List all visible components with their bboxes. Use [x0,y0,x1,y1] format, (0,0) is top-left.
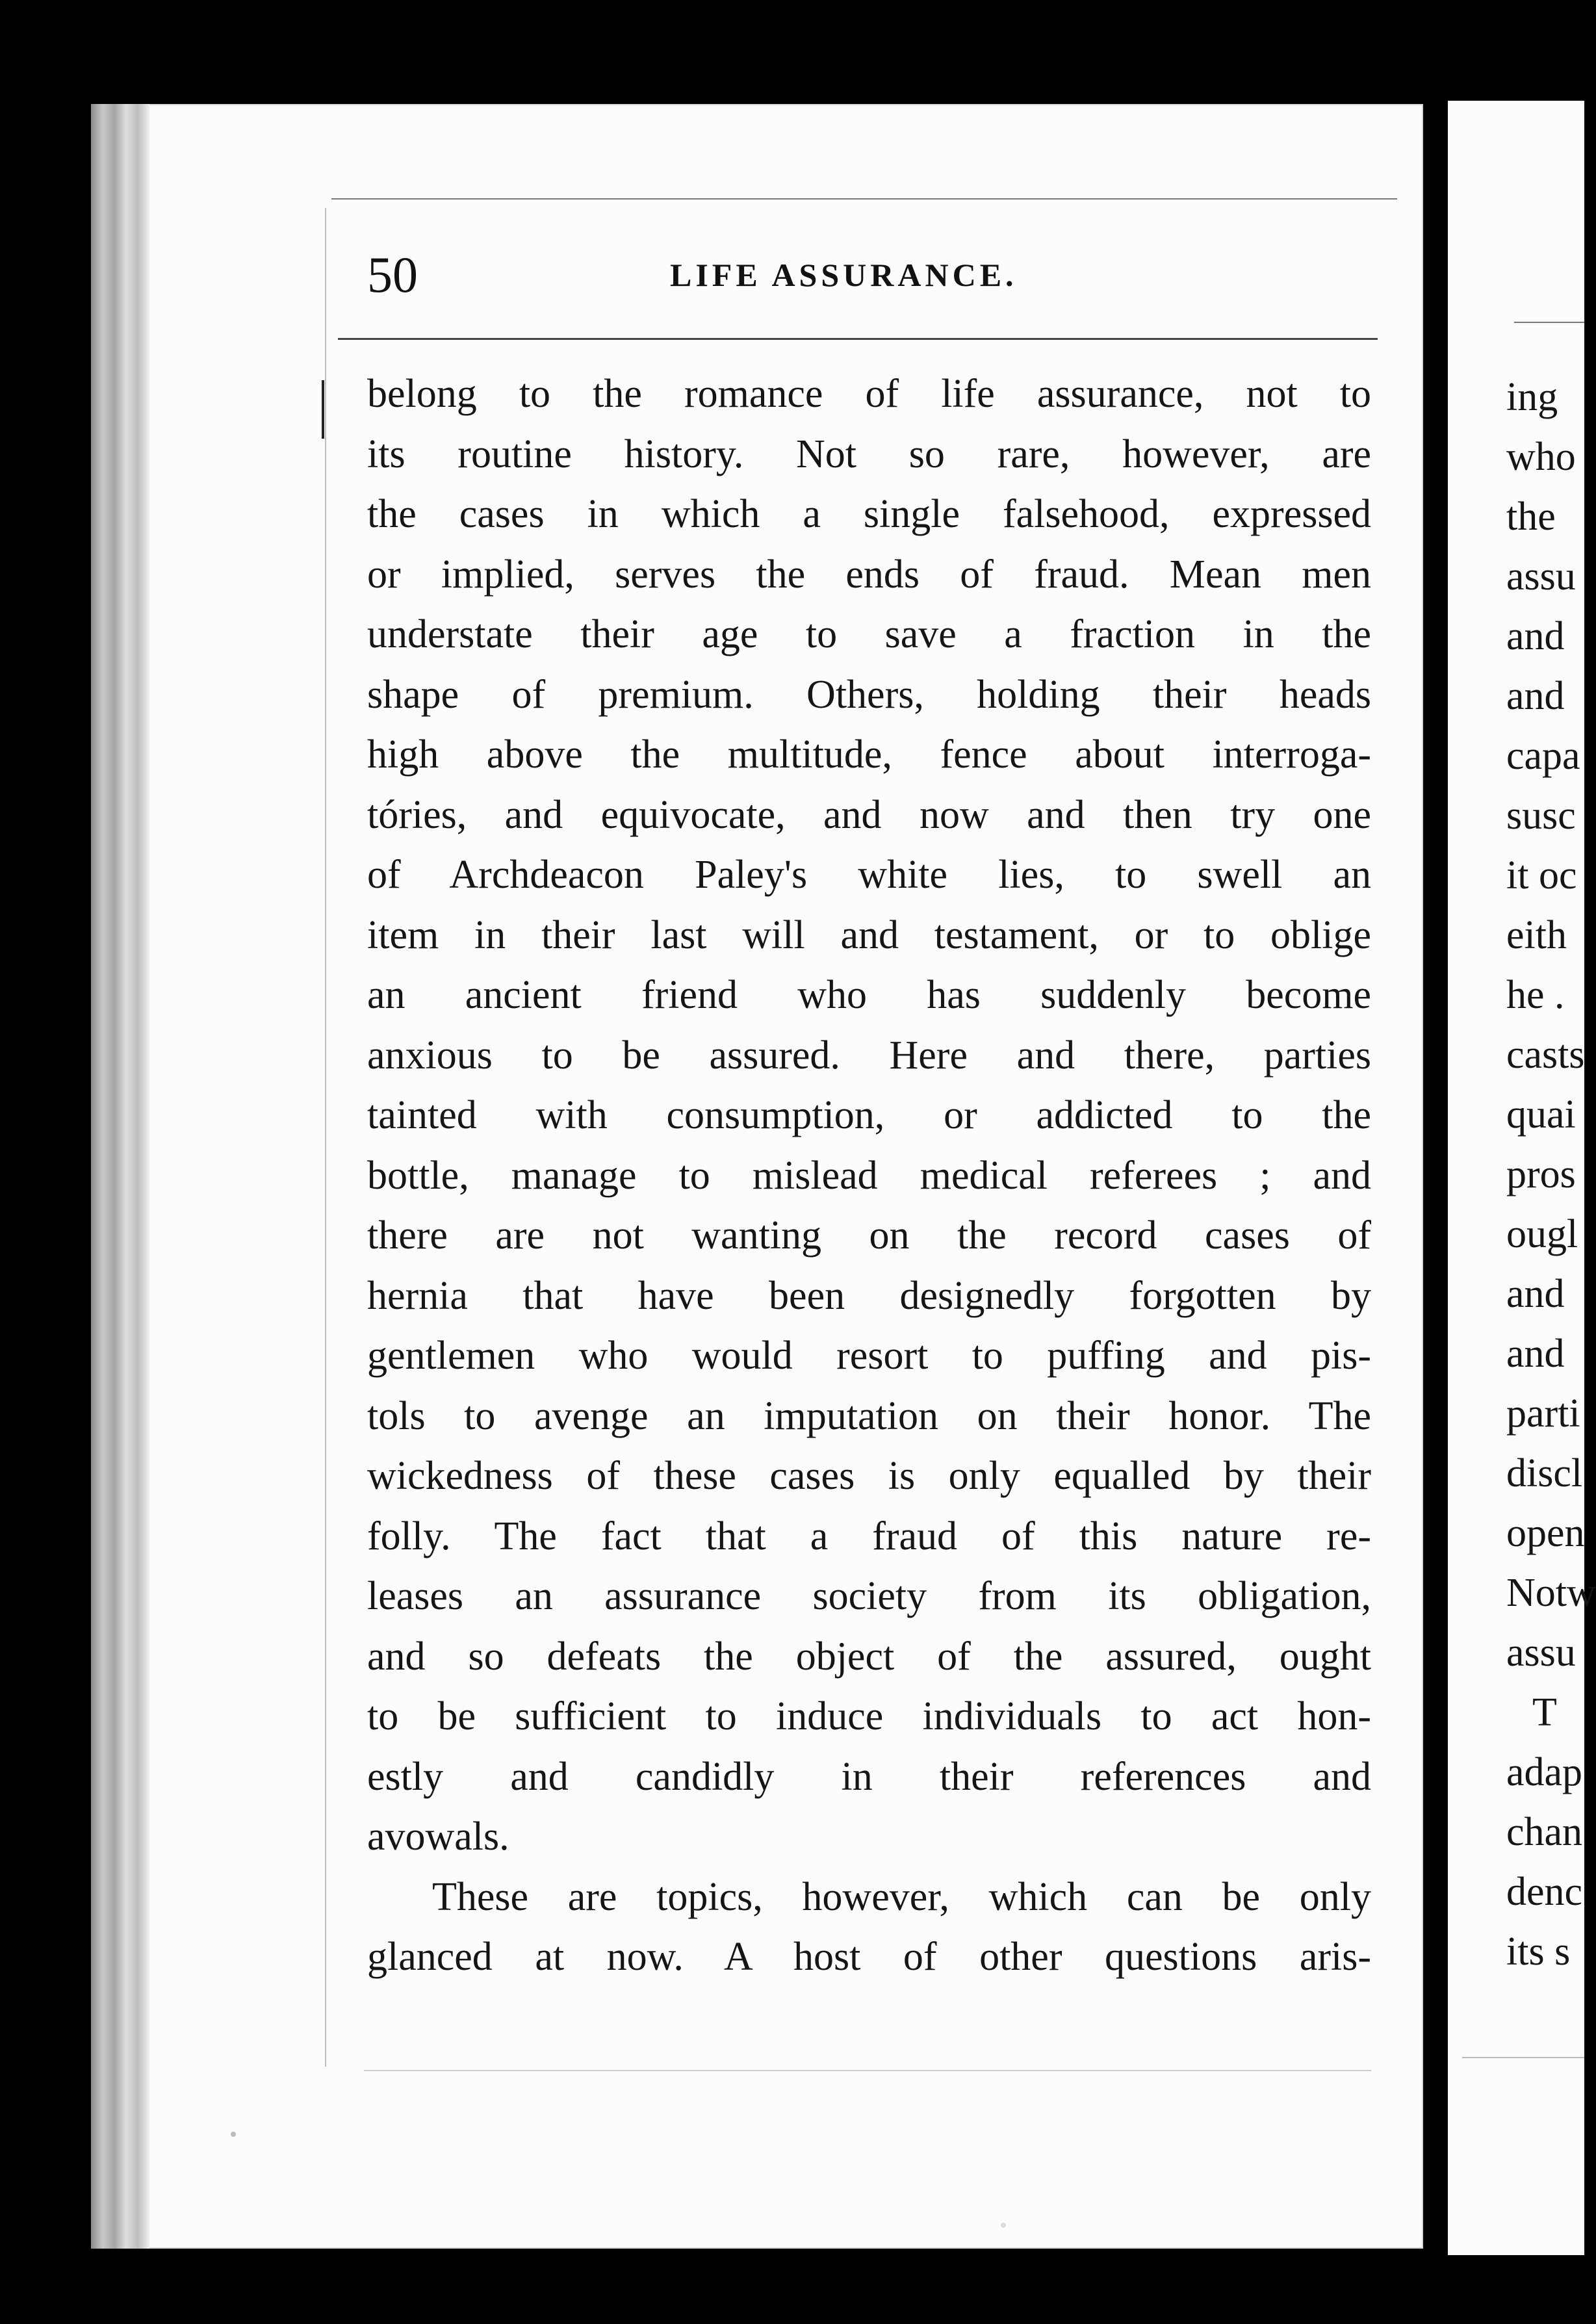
paper-speck [1001,2223,1006,2228]
gutter-line [325,208,326,2067]
facing-line: ing [1506,375,1558,419]
facing-line: chan [1506,1810,1583,1854]
facing-line: Notw [1506,1571,1596,1615]
page-header [367,246,1374,311]
facing-line: and [1506,1272,1565,1316]
facing-line: and [1506,1332,1565,1376]
body-text [367,364,1371,1987]
facing-page-top-rule [1514,322,1584,323]
text-line: an ancient friend who has suddenly become [367,973,1371,1017]
running-title: LIFE ASSURANCE. [670,257,1018,293]
facing-line: the [1506,495,1556,539]
facing-page-text [1506,367,1596,1982]
text-line: understate their age to save a fraction in the [367,612,1371,656]
text-line: tols to avenge an imputation on their honor. The [367,1393,1371,1438]
text-line: gentlemen who would resort to puffing and pis- [367,1334,1371,1378]
facing-line: denc [1506,1870,1583,1914]
facing-line: parti [1506,1391,1580,1436]
facing-line: capa [1506,734,1580,778]
text-line: tóries, and equivocate, and now and then try one [367,792,1371,837]
text-line: hernia that have been designedly forgotten by [367,1273,1371,1318]
text-line: item in their last will and testament, or to oblige [367,912,1371,957]
text-line: tainted with consumption, or addicted to the [367,1093,1371,1137]
facing-page-bottom-rule [1462,2057,1584,2058]
facing-line: open [1506,1511,1585,1555]
facing-line: its s [1506,1930,1571,1974]
facing-line: he . [1506,973,1565,1017]
text-line: its routine history. Not so rare, however, are [367,432,1371,476]
facing-line: adap [1506,1750,1583,1794]
page-number: 50 [367,246,418,303]
facing-line: ougl [1506,1212,1578,1256]
facing-line: and [1506,614,1565,658]
text-line: glanced at now. A host of other questions aris- [367,1935,1371,1979]
text-line: to be sufficient to induce individuals to act hon- [367,1694,1371,1738]
text-line: the cases in which a single falsehood, expressed [367,492,1371,536]
text-line: avowals. [367,1814,509,1859]
top-rule [331,198,1397,200]
text-line: estly and candidly in their references and [367,1754,1371,1799]
text-line: belong to the romance of life assurance, not to [367,372,1371,416]
bottom-rule [364,2070,1371,2071]
text-line: shape of premium. Others, holding their heads [367,672,1371,717]
facing-line: assu [1506,554,1576,599]
facing-line: eith [1506,913,1567,957]
facing-line: discl [1506,1451,1583,1495]
facing-line: who [1506,435,1576,479]
text-line: of Archdeacon Paley's white lies, to swell an [367,853,1371,897]
paper-speck [231,2132,236,2137]
facing-line: T [1532,1690,1557,1735]
facing-line: and [1506,674,1565,718]
text-line: and so defeats the object of the assured, ought [367,1634,1371,1679]
facing-line: it oc [1506,853,1577,897]
margin-mark [322,380,324,439]
text-line: there are not wanting on the record cases of [367,1213,1371,1258]
text-line: wickedness of these cases is only equalled by their [367,1454,1371,1498]
page-edge-shading [91,104,149,2249]
text-line: high above the multitude, fence about interroga- [367,732,1371,777]
facing-line: casts [1506,1033,1585,1077]
text-line: leases an assurance society from its obligation, [367,1574,1371,1618]
text-line: These are topics, however, which can be only [432,1874,1371,1919]
facing-line: quai [1506,1092,1576,1137]
facing-line: susc [1506,794,1576,838]
text-line: or implied, serves the ends of fraud. Mean men [367,552,1371,597]
facing-line: pros [1506,1152,1576,1196]
text-line: folly. The fact that a fraud of this nature re- [367,1514,1371,1558]
text-line: anxious to be assured. Here and there, parties [367,1033,1371,1078]
facing-line: assu [1506,1631,1576,1675]
text-line: bottle, manage to mislead medical referees ; and [367,1153,1371,1198]
header-rule [338,338,1378,340]
